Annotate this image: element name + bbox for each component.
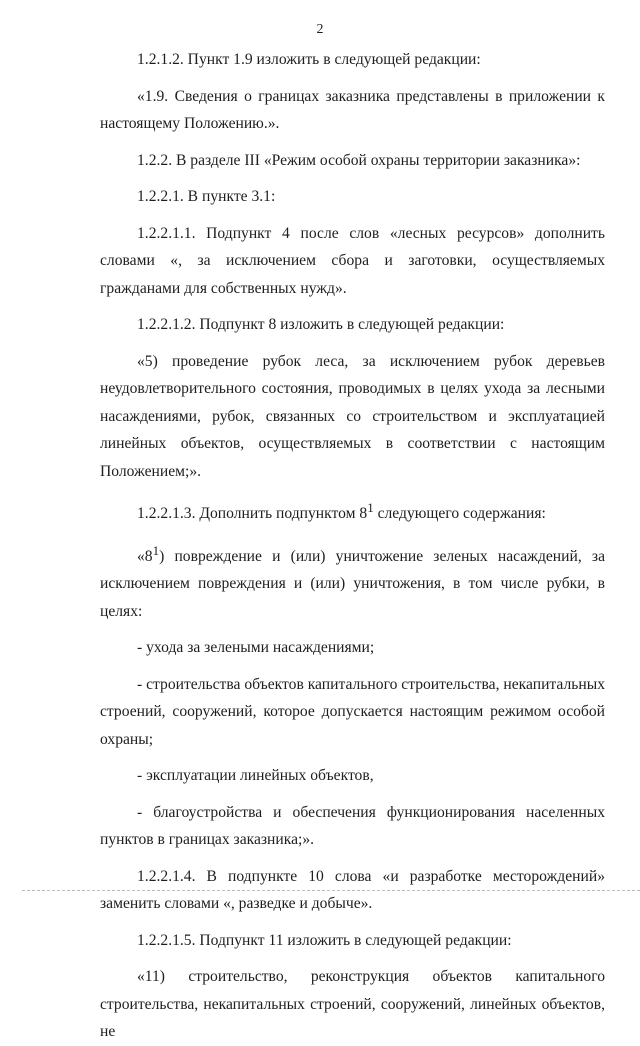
page-bottom-edge (22, 890, 640, 892)
paragraph: «11) строительство, реконструкция объектов капитального строительства, некапитальных строений, сооружений, линейных объектов, не (100, 968, 605, 1041)
paragraph: 1.2.2. В разделе III «Режим особой охраны территории заказника»: (137, 151, 581, 169)
document-body (100, 46, 605, 1046)
paragraph: 1.2.2.1.1. Подпункт 4 после слов «лесных ресурсов» дополнить словами «, за исключением сбора и заготовки, осуществляемых гражданами для собственных нужд». (100, 224, 605, 297)
list-item: - ухода за зелеными насаждениями; (137, 639, 375, 657)
paragraph: 1.2.1.2. Пункт 1.9 изложить в следующей редакции: (137, 51, 481, 68)
paragraph (100, 494, 605, 528)
paragraph-text: 1.2.2.1.3. Дополнить подпунктом 8 (137, 505, 368, 523)
list-item: - благоустройства и обеспечения функционирования населенных пунктов в границах заказника;». (100, 803, 605, 849)
paragraph: 1.2.2.1.2. Подпункт 8 изложить в следующей редакции: (137, 316, 505, 333)
list-item: - строительства объектов капитального строительства, некапитальных строений, сооружений, которое допускается настоящим режимом особой охраны; (100, 675, 605, 748)
paragraph-text: следующего содержания: (373, 505, 546, 523)
paragraph: 1.2.2.1. В пункте 3.1: (137, 188, 276, 205)
superscript: 1 (367, 500, 374, 515)
paragraph-text: «8 (137, 547, 153, 565)
page-number: 2 (316, 22, 324, 37)
paragraph: 1.2.2.1.5. Подпункт 11 изложить в следующей редакции: (137, 931, 512, 949)
paragraph: «5) проведение рубок леса, за исключением рубок деревьев неудовлетворительного состояния, проводимых в целях ухода за лесными насаждениями, рубок, связанных со строительством и эксплуатацией линейных объектов, осуществляемых в соответствии с настоящим Положением;». (100, 352, 605, 480)
paragraph: «1.9. Сведения о границах заказника представлены в приложении к настоящему Положению.». (100, 87, 605, 132)
list-item: - эксплуатации линейных объектов, (137, 767, 374, 785)
paragraph: 1.2.2.1.4. В подпункте 10 слова «и разработке месторождений» заменить словами «, разведке и добыче». (100, 867, 605, 913)
superscript: 1 (152, 542, 160, 558)
paragraph-text: ) повреждение и (или) уничтожение зеленых насаждений, за исключением повреждения и (или) уничтожения, в том числе рубки, в целях: (100, 547, 605, 620)
paragraph (100, 537, 605, 626)
